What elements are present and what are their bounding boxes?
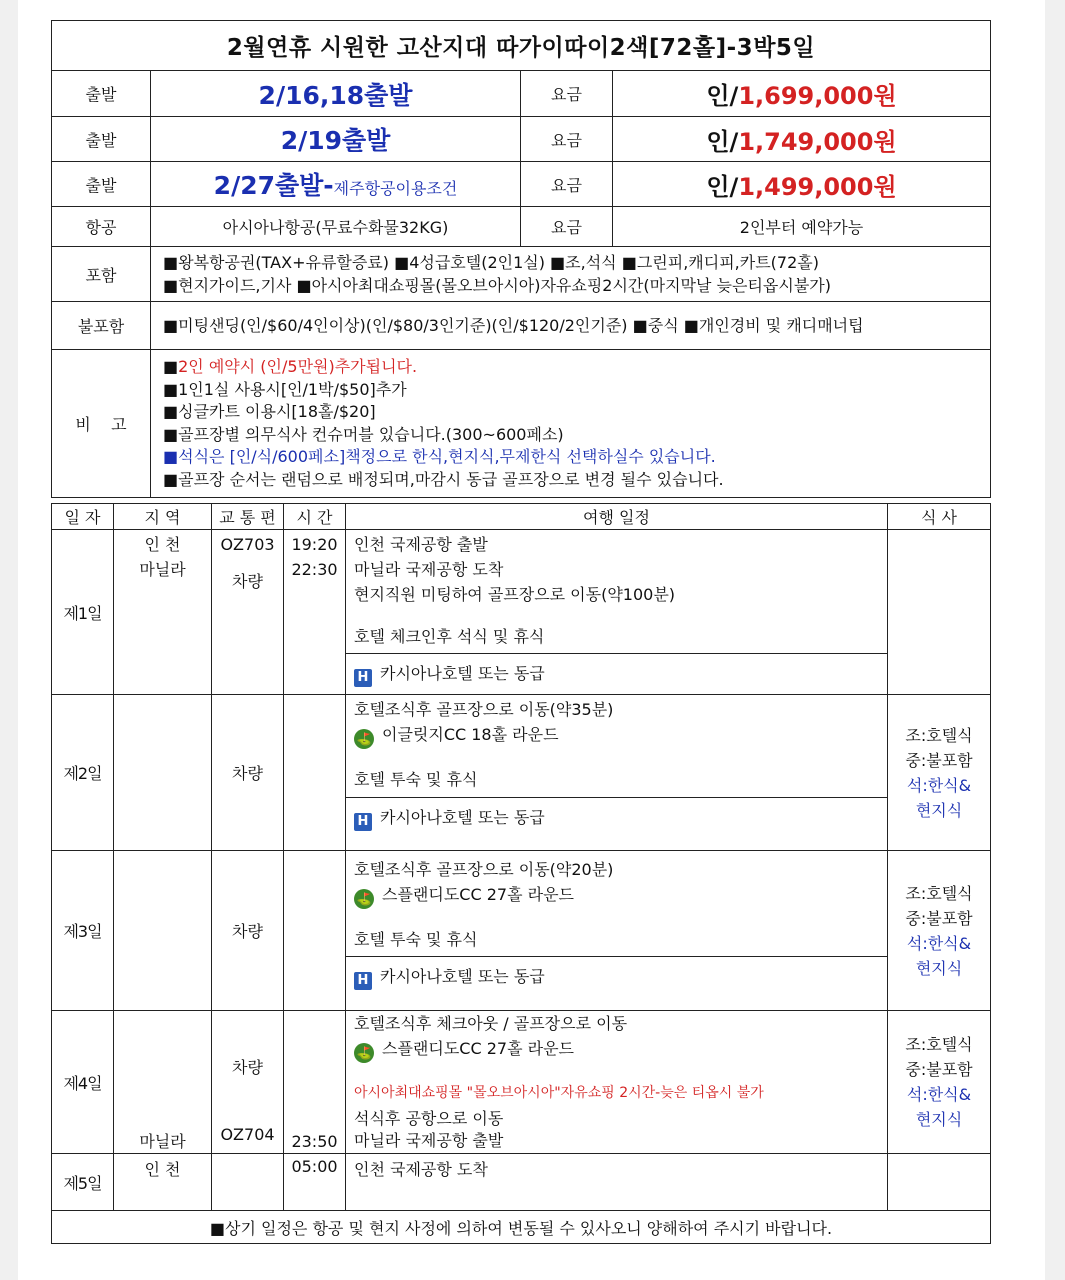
departure-label: 출발 (52, 71, 151, 117)
hotel-line: H 카시아나호텔 또는 동급 (346, 653, 887, 694)
time-cell (284, 695, 346, 851)
itinerary-header (52, 504, 991, 530)
schedule-cell: 호텔조식후 골프장으로 이동(약35분) ⛳ 이글릿지CC 18홀 라운드 호텔 투숙 및 휴식 H 카시아나호텔 또는 동급 (346, 695, 888, 851)
remarks-list: ■2인 예약시 (인/5만원)추가됩니다. ■1인1실 사용시[인/1박/$50]추가 ■싱글카트 이용시[18홀/$20] ■골프장별 의무식사 컨슈머블 있습니다.(300~600페소) ■석식은 [인/식/600페소]책정으로 한식,현지식,무제한식 선택하실수 있습니다. ■골프장 순서는 랜덤으로 배정되며,마감시 동급 골프장으로 변경 될수 있습니다. (151, 350, 991, 498)
departure-label: 출발 (52, 117, 151, 162)
fee-label: 요금 (521, 207, 613, 247)
departure-date: 2/27출발-제주항공이용조건 (151, 162, 521, 207)
hotel-icon: H (354, 813, 372, 831)
price: 인/1,699,000원 (613, 71, 991, 117)
region-cell: 인 천 (114, 1154, 212, 1211)
header-schedule: 여행 일정 (346, 504, 888, 530)
transport-cell: OZ703 차량 (212, 530, 284, 695)
booking-condition: 2인부터 예약가능 (613, 207, 991, 247)
header-time: 시 간 (284, 504, 346, 530)
day-row-4 (52, 1011, 991, 1154)
footer-row (52, 1211, 991, 1244)
hotel-line: H 카시아나호텔 또는 동급 (346, 797, 887, 838)
meal-cell: 조:호텔식 중:불포함 석:한식& 현지식 (888, 851, 991, 1011)
transport-cell: 차량 OZ704 (212, 1011, 284, 1154)
header-meal: 식 사 (888, 504, 991, 530)
time-cell: 05:00 (284, 1154, 346, 1211)
airline-value: 아시아나항공(무료수화물32KG) (151, 207, 521, 247)
departure-label: 출발 (52, 162, 151, 207)
transport-cell: 차량 (212, 851, 284, 1011)
day-label: 제1일 (52, 530, 114, 695)
header-transport: 교 통 편 (212, 504, 284, 530)
itinerary-table (51, 503, 991, 1244)
departure-row-3 (52, 162, 991, 207)
tour-info-table (51, 20, 991, 498)
departure-date: 2/19출발 (151, 117, 521, 162)
day-row-3 (52, 851, 991, 1011)
schedule-cell: 호텔조식후 골프장으로 이동(약20분) ⛳ 스플랜디도CC 27홀 라운드 호텔 투숙 및 휴식 H 카시아나호텔 또는 동급 (346, 851, 888, 1011)
schedule-cell: 인천 국제공항 출발 마닐라 국제공항 도착 현지직원 미팅하여 골프장으로 이동(약100분) 호텔 체크인후 석식 및 휴식 H 카시아나호텔 또는 동급 (346, 530, 888, 695)
meal-cell: 조:호텔식 중:불포함 석:한식& 현지식 (888, 1011, 991, 1154)
meal-cell (888, 530, 991, 695)
transport-cell (212, 1154, 284, 1211)
day-label: 제3일 (52, 851, 114, 1011)
golf-icon: ⛳ (354, 1043, 374, 1063)
region-cell (114, 695, 212, 851)
day-row-2 (52, 695, 991, 851)
fee-label: 요금 (521, 117, 613, 162)
time-cell: 19:20 22:30 (284, 530, 346, 695)
departure-date: 2/16,18출발 (151, 71, 521, 117)
region-cell (114, 851, 212, 1011)
airline-label: 항공 (52, 207, 151, 247)
day-label: 제2일 (52, 695, 114, 851)
fee-label: 요금 (521, 162, 613, 207)
time-cell: 23:50 (284, 1011, 346, 1154)
golf-icon: ⛳ (354, 889, 374, 909)
page-title: 2월연휴 시원한 고산지대 따가이따이2색[72홀]-3박5일 (52, 21, 991, 71)
airline-row (52, 207, 991, 247)
header-day: 일 자 (52, 504, 114, 530)
schedule-cell: 호텔조식후 체크아웃 / 골프장으로 이동 ⛳ 스플랜디도CC 27홀 라운드 아시아최대쇼핑몰 "몰오브아시아"자유쇼핑 2시간-늦은 티옵시 불가 석식후 공항으로 이동 마닐라 국제공항 출발 (346, 1011, 888, 1154)
day-row-5 (52, 1154, 991, 1211)
meal-cell (888, 1154, 991, 1211)
remarks-label: 비 고 (52, 350, 151, 498)
header-region: 지 역 (114, 504, 212, 530)
included-list: ■왕복항공권(TAX+유류할증료) ■4성급호텔(2인1실) ■조,석식 ■그린피,캐디피,카트(72홀) ■현지가이드,기사 ■아시아최대쇼핑몰(몰오브아시아)자유쇼핑2시간(마지막날 늦은티옵시불가) (151, 247, 991, 302)
day-label: 제4일 (52, 1011, 114, 1154)
fee-label: 요금 (521, 71, 613, 117)
remarks-row (52, 350, 991, 498)
time-cell (284, 851, 346, 1011)
day-label: 제5일 (52, 1154, 114, 1211)
departure-row-1 (52, 71, 991, 117)
hotel-icon: H (354, 972, 372, 990)
hotel-icon: H (354, 669, 372, 687)
footer-note: ■상기 일정은 항공 및 현지 사정에 의하여 변동될 수 있사오니 양해하여 주시기 바랍니다. (52, 1211, 991, 1244)
golf-icon: ⛳ (354, 729, 374, 749)
price: 인/1,749,000원 (613, 117, 991, 162)
excluded-list: ■미팅샌딩(인/$60/4인이상)(인/$80/3인기준)(인/$120/2인기준) ■중식 ■개인경비 및 캐디매너팁 (151, 302, 991, 350)
price: 인/1,499,000원 (613, 162, 991, 207)
meal-cell: 조:호텔식 중:불포함 석:한식& 현지식 (888, 695, 991, 851)
region-cell: 마닐라 (114, 1011, 212, 1154)
transport-cell: 차량 (212, 695, 284, 851)
departure-row-2 (52, 117, 991, 162)
included-row (52, 247, 991, 302)
schedule-cell: 인천 국제공항 도착 (346, 1154, 888, 1211)
departure-note: 제주항공이용조건 (333, 179, 458, 198)
region-cell: 인 천 마닐라 (114, 530, 212, 695)
day-row-1 (52, 530, 991, 695)
excluded-row (52, 302, 991, 350)
included-label: 포함 (52, 247, 151, 302)
excluded-label: 불포함 (52, 302, 151, 350)
hotel-line: H 카시아나호텔 또는 동급 (346, 956, 887, 997)
